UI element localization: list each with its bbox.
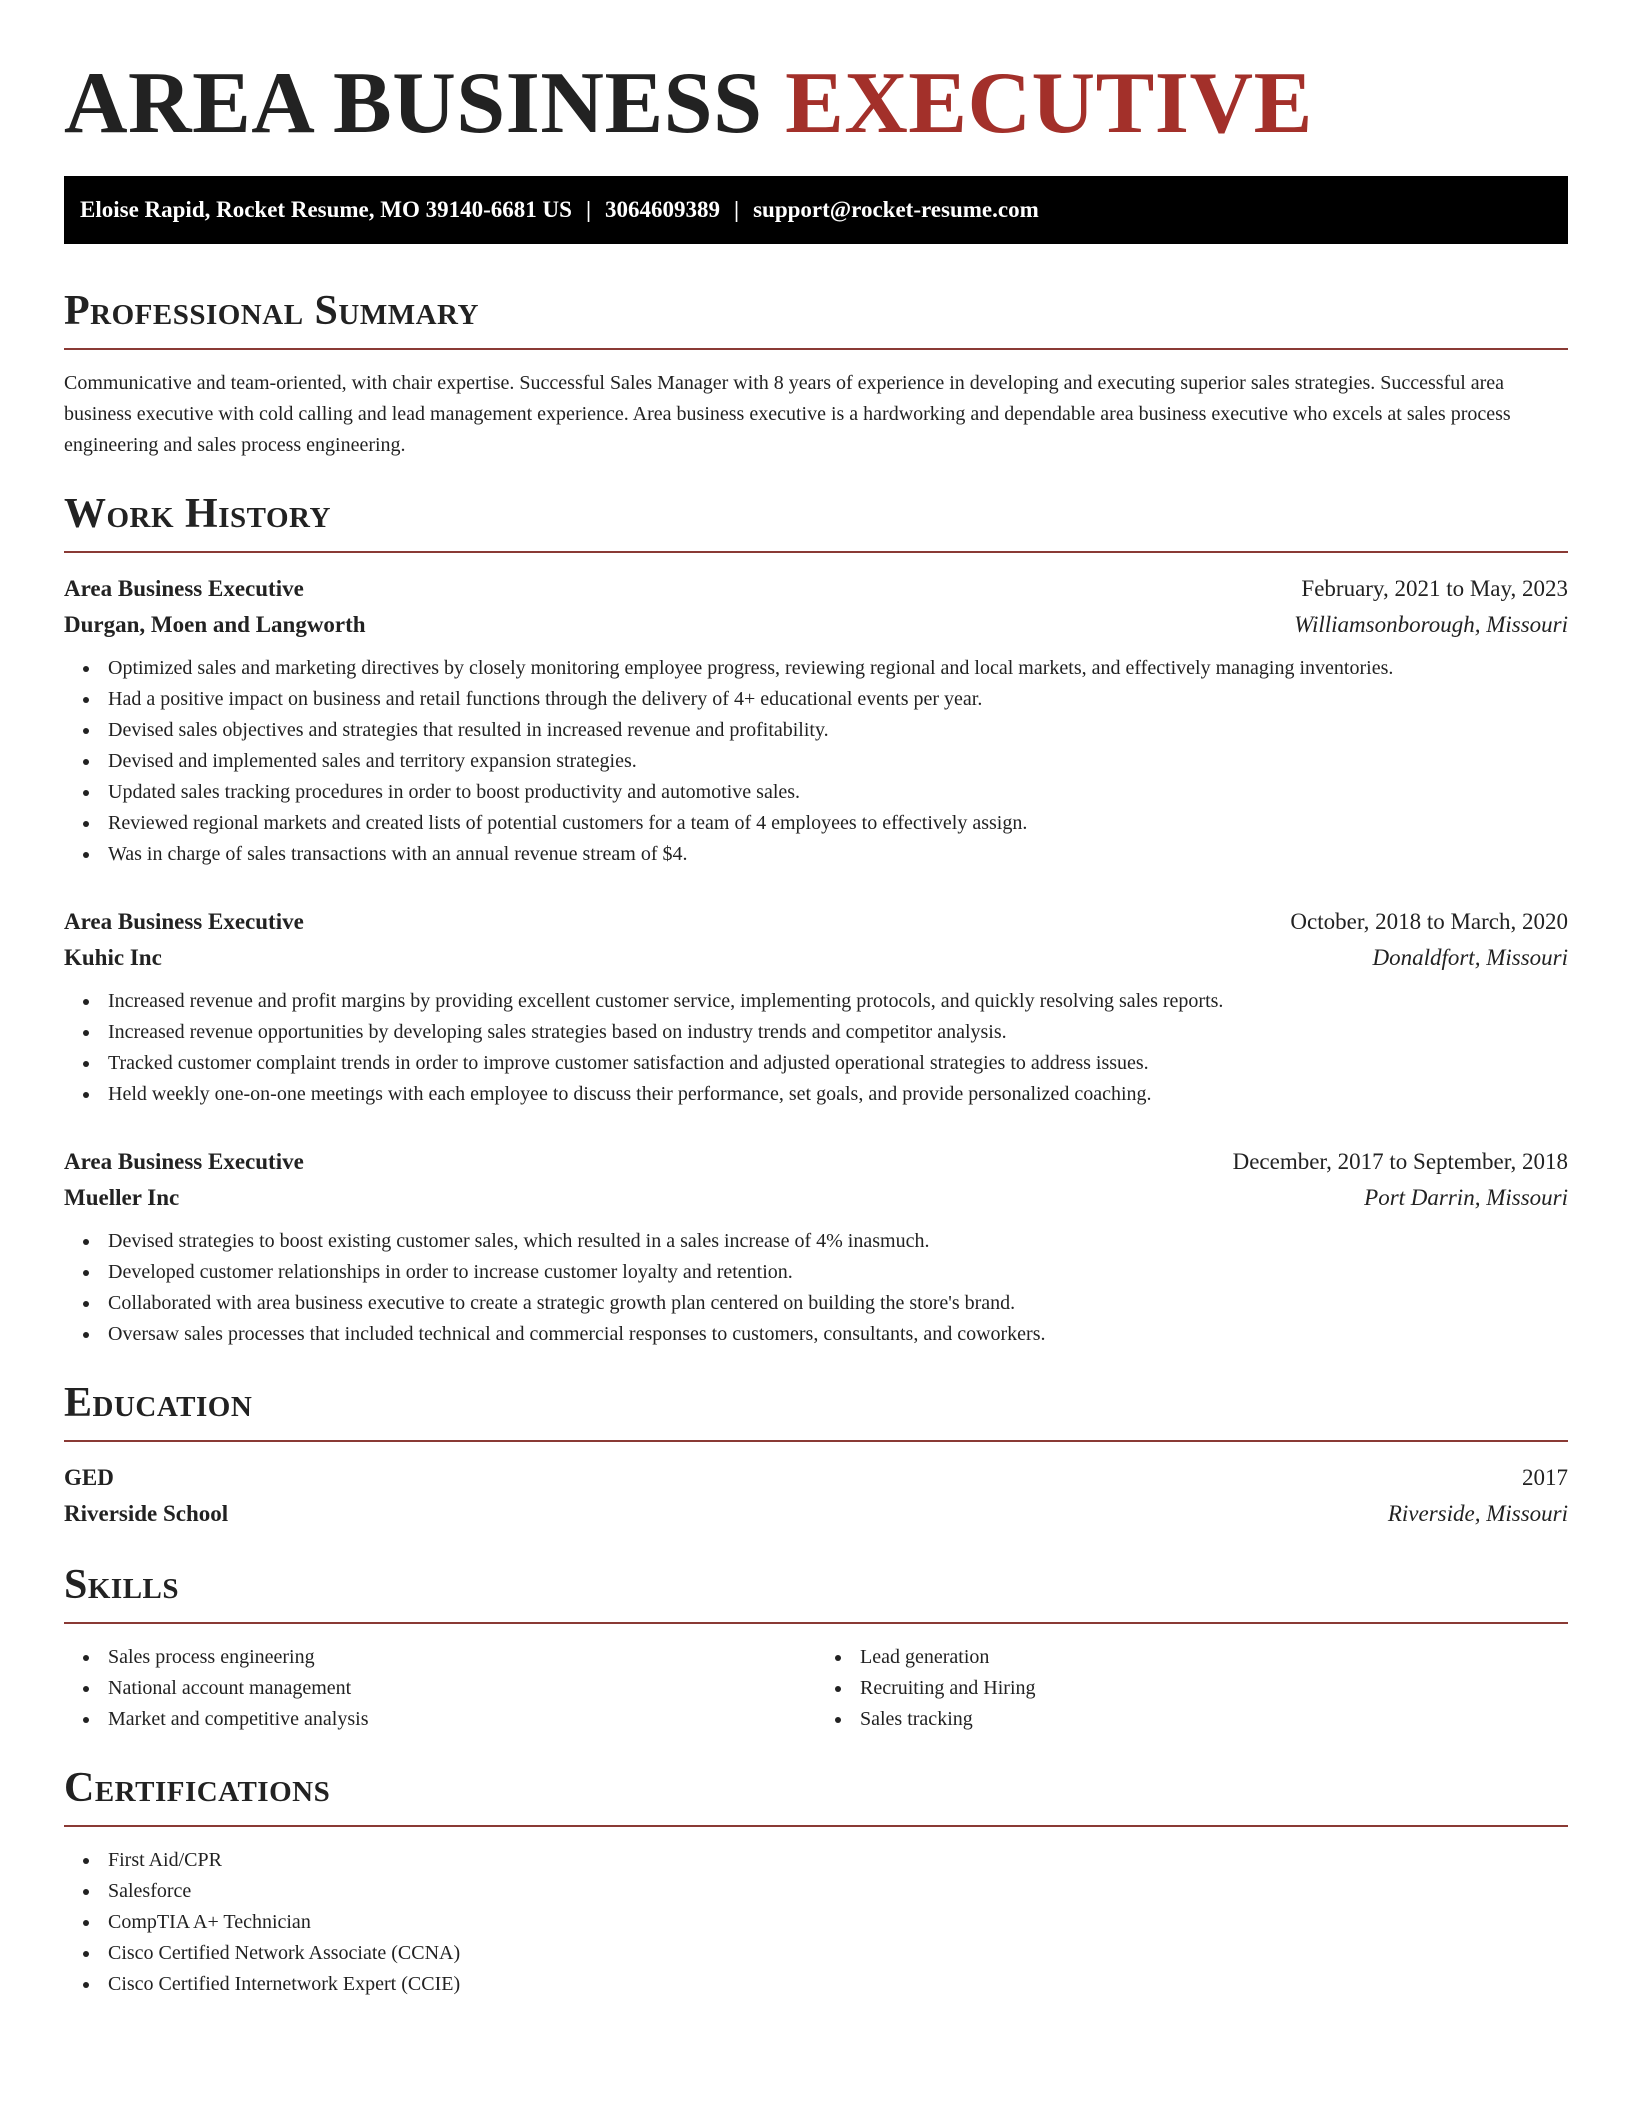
job-bullets [64, 1226, 1568, 1350]
job-title: Area Business Executive [64, 1149, 304, 1174]
skill-item: Sales process engineering [64, 1642, 816, 1673]
skill-item: National account management [64, 1673, 816, 1704]
list-item: Had a positive impact on business and retail functions through the delivery of 4+ educational events per year. [64, 684, 1568, 715]
list-item: Increased revenue opportunities by developing sales strategies based on industry trends and competitor analysis. [64, 1017, 1568, 1048]
certification-item: Salesforce [64, 1876, 1568, 1907]
list-item: Was in charge of sales transactions with an annual revenue stream of $4. [64, 839, 1568, 870]
job-header-row [64, 571, 1568, 607]
title-accent: EXECUTIVE [785, 55, 1313, 152]
section-divider [64, 348, 1568, 350]
list-item: Developed customer relationships in order to increase customer loyalty and retention. [64, 1257, 1568, 1288]
section-divider [64, 1440, 1568, 1442]
education-location: Riverside, Missouri [1387, 1501, 1568, 1526]
section-divider [64, 1825, 1568, 1827]
list-item: Reviewed regional markets and created lists of potential customers for a team of 4 employees to effectively assign. [64, 808, 1568, 839]
list-item: Devised sales objectives and strategies that resulted in increased revenue and profitability. [64, 715, 1568, 746]
skills-list [64, 1642, 816, 1735]
certification-item: Cisco Certified Network Associate (CCNA) [64, 1938, 1568, 1969]
job-entry [64, 1144, 1568, 1350]
list-item: Collaborated with area business executive to create a strategic growth plan centered on building the store's brand. [64, 1288, 1568, 1319]
list-item: Optimized sales and marketing directives by closely monitoring employee progress, reviewing regional and local markets, and effectively managing inventories. [64, 653, 1568, 684]
job-location: Port Darrin, Missouri [1364, 1185, 1568, 1210]
education-header-row [64, 1460, 1568, 1496]
certification-item: First Aid/CPR [64, 1845, 1568, 1876]
job-location: Donaldfort, Missouri [1372, 945, 1568, 970]
contact-separator: | [585, 197, 592, 222]
contact-bar [64, 176, 1568, 244]
section-divider [64, 1622, 1568, 1624]
certifications-list [64, 1845, 1568, 2000]
section-heading: Work History [64, 491, 331, 537]
contact-email: support@rocket-resume.com [753, 197, 1039, 222]
job-header-row [64, 904, 1568, 940]
job-entry [64, 904, 1568, 1110]
job-dates: October, 2018 to March, 2020 [1290, 909, 1568, 934]
skills-grid [64, 1642, 1568, 1735]
job-company: Mueller Inc [64, 1185, 180, 1210]
list-item: Devised strategies to boost existing customer sales, which resulted in a sales increase of 4% inasmuch. [64, 1226, 1568, 1257]
skills-section [64, 1562, 1568, 1735]
job-dates: December, 2017 to September, 2018 [1232, 1149, 1568, 1174]
education-school-row [64, 1496, 1568, 1532]
section-divider [64, 551, 1568, 553]
job-bullets [64, 986, 1568, 1110]
list-item: Tracked customer complaint trends in order to improve customer satisfaction and adjusted operational strategies to address issues. [64, 1048, 1568, 1079]
list-item: Held weekly one-on-one meetings with each employee to discuss their performance, set goals, and provide personalized coaching. [64, 1079, 1568, 1110]
list-item: Oversaw sales processes that included technical and commercial responses to customers, consultants, and coworkers. [64, 1319, 1568, 1350]
skill-item: Lead generation [816, 1642, 1568, 1673]
contact-phone: 3064609389 [605, 197, 721, 222]
job-company-row [64, 1180, 1568, 1216]
skills-list [816, 1642, 1568, 1735]
job-company-row [64, 940, 1568, 976]
section-heading: Professional Summary [64, 288, 479, 334]
job-entry [64, 571, 1568, 870]
summary-text: Communicative and team-oriented, with chair expertise. Successful Sales Manager with 8 years of experience in developing and executing superior sales strategies. Successful area business executive with cold calling and lead management experience. Area business executive is a hardworking and dependable area business executive who excels at sales process engineering and sales process engineering. [64, 372, 1511, 456]
job-title: Area Business Executive [64, 576, 304, 601]
title-main: AREA BUSINESS [64, 55, 763, 152]
job-title: Area Business Executive [64, 909, 304, 934]
certification-item: Cisco Certified Internetwork Expert (CCIE) [64, 1969, 1568, 2000]
section-heading: Skills [64, 1562, 180, 1608]
job-company: Durgan, Moen and Langworth [64, 612, 366, 637]
education-school: Riverside School [64, 1501, 229, 1526]
contact-separator: | [734, 197, 740, 222]
list-item: Updated sales tracking procedures in order to boost productivity and automotive sales. [64, 777, 1568, 808]
skill-item: Sales tracking [816, 1704, 1568, 1735]
job-company-row [64, 607, 1568, 643]
job-company: Kuhic Inc [64, 945, 162, 970]
contact-address: Eloise Rapid, Rocket Resume, MO 39140-6681 US [80, 197, 572, 222]
list-item: Devised and implemented sales and territory expansion strategies. [64, 746, 1568, 777]
resume-title [64, 56, 1568, 152]
section-heading: Certifications [64, 1765, 331, 1811]
education-degree: GED [64, 1465, 114, 1490]
job-header-row [64, 1144, 1568, 1180]
skills-column-right [816, 1642, 1568, 1735]
education-year: 2017 [1522, 1465, 1568, 1490]
job-bullets [64, 653, 1568, 870]
skill-item: Recruiting and Hiring [816, 1673, 1568, 1704]
certification-item: CompTIA A+ Technician [64, 1907, 1568, 1938]
job-location: Williamsonborough, Missouri [1294, 612, 1568, 637]
skills-column-left [64, 1642, 816, 1735]
skill-item: Market and competitive analysis [64, 1704, 816, 1735]
summary-section [64, 288, 1568, 461]
education-section [64, 1380, 1568, 1532]
work-history-section [64, 491, 1568, 1350]
job-dates: February, 2021 to May, 2023 [1301, 576, 1568, 601]
section-heading: Education [64, 1380, 253, 1426]
list-item: Increased revenue and profit margins by providing excellent customer service, implementing protocols, and quickly resolving sales reports. [64, 986, 1568, 1017]
certifications-section [64, 1765, 1568, 2000]
